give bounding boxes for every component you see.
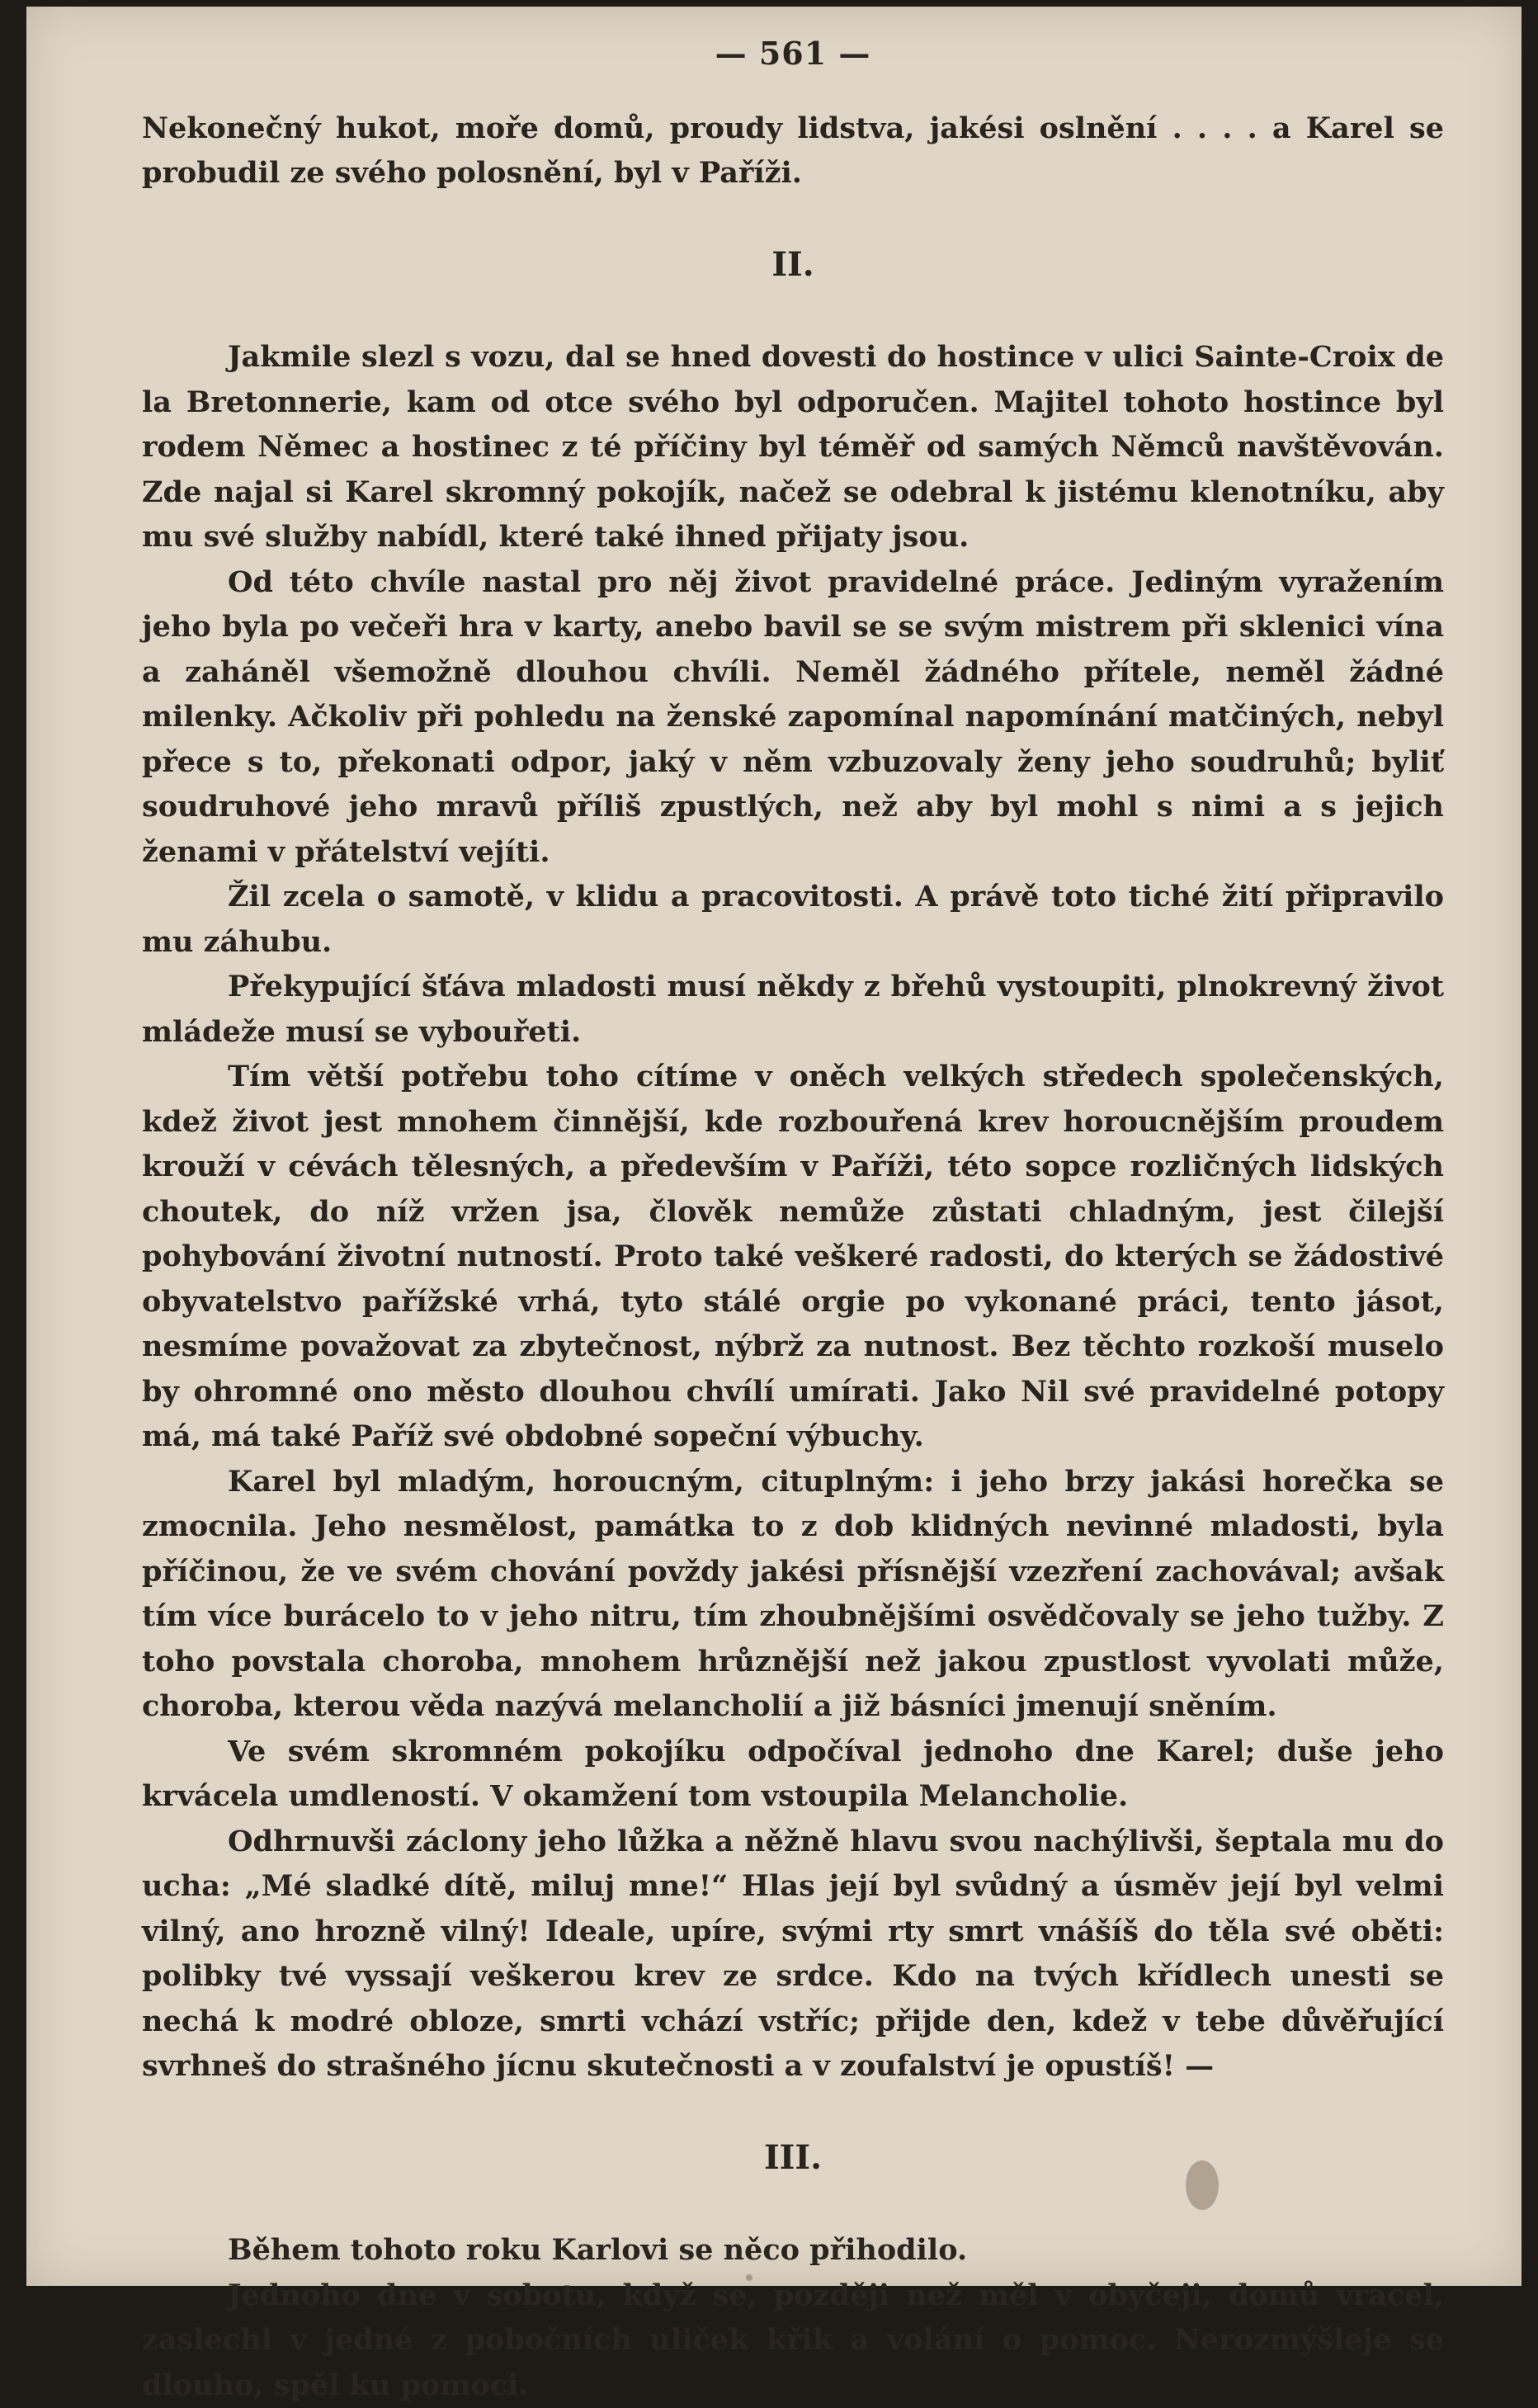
paragraph: Během tohoto roku Karlovi se něco přihodilo. (142, 2228, 1444, 2273)
paragraph: Odhrnuvši záclony jeho lůžka a něžně hlavu svou nachýlivši, šeptala mu do ucha: „Mé sladké dítě, miluj mne!“ Hlas její byl svůdný a úsměv její byl velmi vilný, ano hrozně vilný! Ideale, upíre, svými rty smrt vnášíš do těla své oběti: polibky tvé vyssají veškerou krev ze srdce. Kdo na tvých křídlech unesti se nechá k modré obloze, smrti vchází vstříc; přijde den, kdež v tebe důvěřující svrhneš do strašného jícnu skutečnosti a v zoufalství je opustíš! — (142, 1820, 1444, 2089)
chapter-heading-iii: III. (142, 2136, 1444, 2181)
paragraph: Ve svém skromném pokojíku odpočíval jednoho dne Karel; duše jeho krvácela umdleností. V okamžení tom vstoupila Melancholie. (142, 1730, 1444, 1820)
paragraph: Překypující šťáva mladosti musí někdy z břehů vystoupiti, plnokrevný život mládeže musí se vybouřeti. (142, 965, 1444, 1055)
paragraph: Jednoho dne v sobotu, když se, později než měl v obyčeji, domů vracel, zaslechl v jedné z pobočních uliček křik a volání o pomoc. Nerozmýšleje se dlouho, spěl ku pomoci. (142, 2273, 1444, 2408)
intro-paragraph: Nekonečný hukot, moře domů, proudy lidstva, jakési oslnění . . . . a Karel se probudil ze svého polosnění, byl v Paříži. (142, 106, 1444, 196)
page-number: — 561 — (142, 31, 1444, 77)
paragraph: Od této chvíle nastal pro něj život pravidelné práce. Jediným vyražením jeho byla po večeři hra v karty, anebo bavil se se svým mistrem při sklenici vína a zaháněl všemožně dlouhou chvíli. Neměl žádného přítele, neměl žádné milenky. Ačkoliv při pohledu na ženské zapomínal napomínání matčiných, nebyl přece s to, překonati odpor, jaký v něm vzbuzovaly ženy jeho soudruhů; byliť soudruhové jeho mravů příliš zpustlých, než aby byl mohl s nimi a s jejich ženami v přátelství vejíti. (142, 560, 1444, 876)
paragraph: Žil zcela o samotě, v klidu a pracovitosti. A právě toto tiché žití připravilo mu záhubu. (142, 875, 1444, 965)
chapter-heading-ii: II. (142, 243, 1444, 288)
paragraph: Karel byl mladým, horoucným, cituplným: i jeho brzy jakási horečka se zmocnila. Jeho nesmělost, památka to z dob klidných nevinné mladosti, byla příčinou, že ve svém chování povždy jakési přísnější vzezření zachovával; avšak tím více burácelo to v jeho nitru, tím zhoubnějšími osvědčovaly se jeho tužby. Z toho povstala choroba, mnohem hrůznější než jakou zpustlost vyvolati může, choroba, kterou věda nazývá melancholií a již básníci jmenují sněním. (142, 1460, 1444, 1730)
paragraph: Jakmile slezl s vozu, dal se hned dovesti do hostince v ulici Sainte-Croix de la Bretonnerie, kam od otce svého byl odporučen. Majitel tohoto hostince byl rodem Němec a hostinec z té příčiny byl téměř od samých Němců navštěvován. Zde najal si Karel skromný pokojík, načež se odebral k jistému klenotníku, aby mu své služby nabídl, které také ihned přijaty jsou. (142, 335, 1444, 560)
book-page (26, 7, 1521, 2286)
paragraph: Tím větší potřebu toho cítíme v oněch velkých středech společenských, kdež život jest mnohem činnější, kde rozbouřená krev horoucnějším proudem krouží v cévách tělesných, a především v Paříži, této sopce rozličných lidských choutek, do níž vržen jsa, člověk nemůže zůstati chladným, jest čilejší pohybování životní nutností. Proto také veškeré radosti, do kterých se žádostivé obyvatelstvo pařížské vrhá, tyto stálé orgie po vykonané práci, tento jásot, nesmíme považovat za zbytečnost, nýbrž za nutnost. Bez těchto rozkoší muselo by ohromné ono město dlouhou chvílí umírati. Jako Nil své pravidelné potopy má, má také Paříž své obdobné sopeční výbuchy. (142, 1055, 1444, 1460)
page-text (142, 31, 1444, 2408)
